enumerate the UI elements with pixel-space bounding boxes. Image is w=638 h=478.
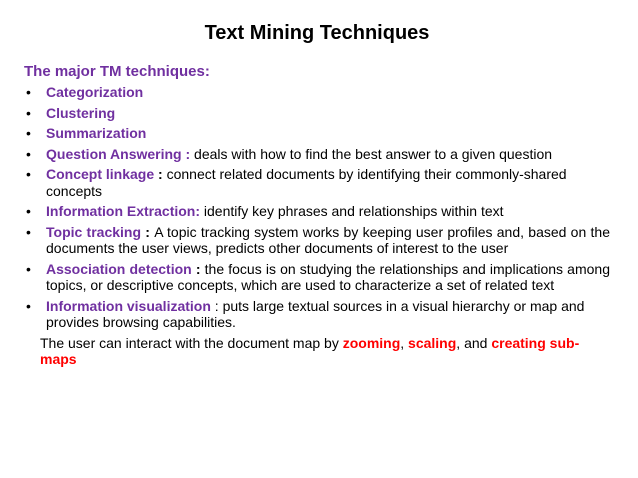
list-item-categorization bbox=[24, 84, 610, 101]
list-item-information-extraction bbox=[24, 203, 610, 220]
technique-term: Clustering bbox=[46, 104, 116, 121]
term-separator: : bbox=[191, 260, 205, 277]
list-item-association-detection bbox=[24, 261, 610, 294]
bullet-icon: • bbox=[26, 84, 31, 100]
section-heading: The major TM techniques: bbox=[24, 63, 210, 80]
technique-description: : puts large textual sources in a visual hierarchy or map and provides browsing capabilities. bbox=[46, 297, 585, 330]
list-item-information-visualization bbox=[24, 298, 610, 331]
technique-term: Question Answering : bbox=[46, 145, 191, 162]
bullet-icon: • bbox=[26, 223, 31, 240]
technique-description: the focus is on studying the relationships and implications among topics, or descriptive concepts, which are used to characterize a set of related text bbox=[46, 260, 610, 293]
highlight-zooming: zooming bbox=[342, 334, 401, 351]
technique-term: Association detection bbox=[46, 260, 192, 277]
closing-and: , and bbox=[456, 334, 492, 351]
list-item-topic-tracking bbox=[24, 224, 610, 257]
technique-description: A topic tracking system works by keeping user profiles and, based on the documents the user views, predicts other documents of interest to the user bbox=[46, 223, 610, 256]
closing-paragraph bbox=[24, 335, 610, 368]
technique-description: identify key phrases and relationships within text bbox=[200, 203, 504, 219]
bullet-icon: • bbox=[26, 203, 31, 219]
bullet-icon: • bbox=[26, 145, 31, 162]
technique-term: Concept linkage bbox=[46, 166, 155, 182]
bullet-icon: • bbox=[26, 260, 31, 277]
bullet-icon: • bbox=[26, 166, 31, 182]
term-separator: : bbox=[154, 166, 167, 182]
technique-list bbox=[24, 84, 610, 331]
highlight-creating-sub-maps: creating sub-maps bbox=[40, 334, 580, 367]
technique-term: Information Extraction: bbox=[46, 203, 201, 219]
list-item-concept-linkage bbox=[24, 166, 610, 199]
highlight-scaling: scaling bbox=[408, 334, 457, 351]
list-item-summarization bbox=[24, 125, 610, 142]
list-item-clustering bbox=[24, 105, 610, 122]
closing-comma: , bbox=[400, 334, 409, 351]
bullet-icon: • bbox=[26, 104, 31, 121]
technique-description: connect related documents by identifying their commonly-shared concepts bbox=[46, 166, 567, 199]
technique-term: Summarization bbox=[46, 125, 147, 141]
term-separator: : bbox=[141, 223, 155, 240]
slide-title: Text Mining Techniques bbox=[204, 22, 430, 44]
list-item-question-answering bbox=[24, 146, 610, 163]
closing-prefix: The user can interact with the document map by bbox=[40, 334, 343, 351]
technique-description: deals with how to find the best answer to a given question bbox=[190, 145, 553, 162]
technique-term: Topic tracking bbox=[46, 223, 142, 240]
bullet-icon: • bbox=[26, 125, 31, 141]
technique-term: Information visualization bbox=[46, 297, 211, 314]
technique-term: Categorization bbox=[46, 84, 144, 100]
bullet-icon: • bbox=[26, 297, 31, 314]
